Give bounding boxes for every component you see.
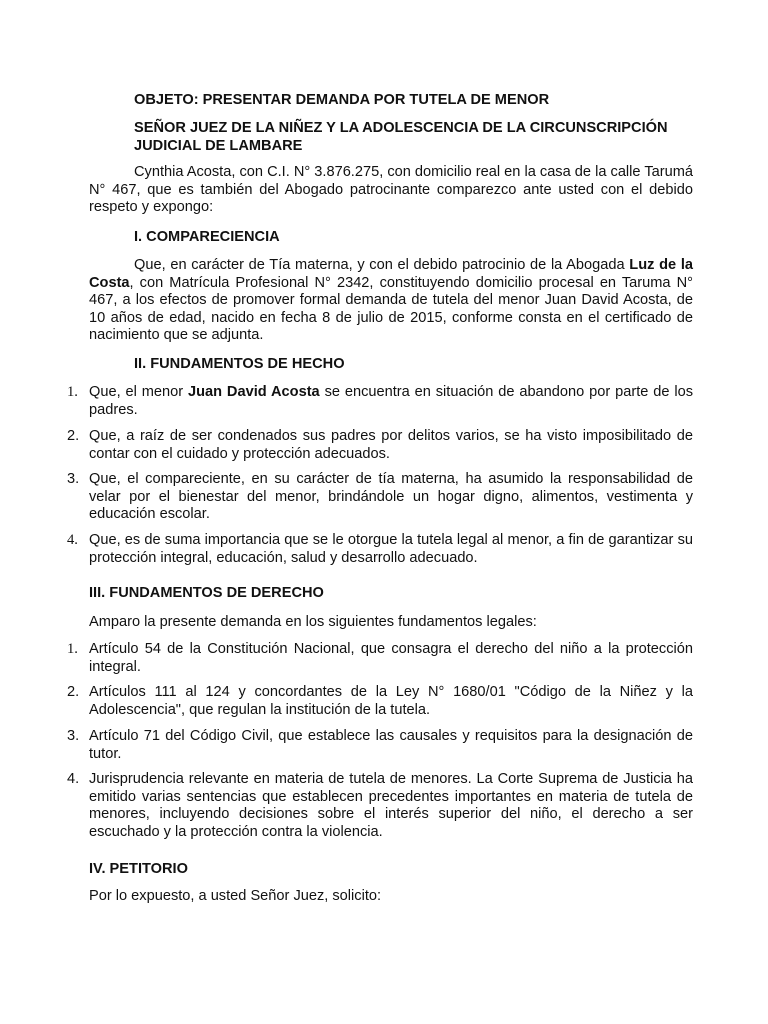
section-4-heading: IV. PETITORIO <box>89 861 188 877</box>
list-number: 1. <box>67 384 78 400</box>
petitorio-intro: Por lo expuesto, a usted Señor Juez, solicito: <box>89 888 382 904</box>
abogada-name: Luz de la Costa <box>89 257 693 291</box>
list-item <box>60 471 693 524</box>
list-item <box>60 428 693 463</box>
derecho-intro: Amparo la presente demanda en los siguientes fundamentos legales: <box>89 614 537 630</box>
list-number: 3. <box>67 728 80 744</box>
hecho-1-text-a: Que, el menor <box>89 384 188 400</box>
section-2-heading: II. FUNDAMENTOS DE HECHO <box>134 356 345 372</box>
section-1-heading: I. COMPARECIENCIA <box>134 229 280 245</box>
addressee-heading: SEÑOR JUEZ DE LA NIÑEZ Y LA ADOLESCENCIA DE LA CIRCUNSCRIPCIÓN JUDICIAL DE LAMBARE <box>134 120 668 154</box>
list-item <box>60 532 693 567</box>
list-item <box>60 684 693 719</box>
hecho-1-text-b: se encuentra en situación de abandono por parte de los padres. <box>89 384 694 418</box>
list-number: 2. <box>67 684 80 700</box>
derecho-3-text: Artículo 71 del Código Civil, que establece las causales y requisitos para la designación de tutor. <box>89 728 693 762</box>
list-item <box>60 641 693 676</box>
list-item <box>60 771 693 841</box>
derecho-1-text: Artículo 54 de la Constitución Nacional, que consagra el derecho del niño a la protección integral. <box>89 641 693 675</box>
section-3-heading: III. FUNDAMENTOS DE DERECHO <box>89 585 324 601</box>
derecho-4-text: Jurisprudencia relevante en materia de tutela de menores. La Corte Suprema de Justicia ha emitido varias sentencias que establecen precedentes importantes en materia de tutela de menores, incluyendo decisiones sobre el interés superior del niño, el derecho a ser escuchado y la protección contra la violencia. <box>89 771 693 840</box>
list-number: 3. <box>67 471 80 487</box>
comparecencia-paragraph <box>89 257 693 345</box>
menor-name: Juan David Acosta <box>188 384 320 400</box>
hecho-2-text: Que, a raíz de ser condenados sus padres por delitos varios, se ha visto imposibilitado de contar con el cuidado y protección adecuados. <box>89 428 693 462</box>
intro-paragraph: Cynthia Acosta, con C.I. N° 3.876.275, con domicilio real en la casa de la calle Tarumá N° 467, que es también del Abogado patrocinante comparezco ante usted con el debido respeto y expongo: <box>89 164 693 216</box>
list-number: 4. <box>67 532 78 548</box>
list-item <box>60 728 693 763</box>
list-item <box>60 384 693 419</box>
comparecencia-text-a: Que, en carácter de Tía materna, y con el debido patrocinio de la Abogada <box>134 257 630 273</box>
list-number: 2. <box>67 428 80 444</box>
hecho-3-text: Que, el compareciente, en su carácter de tía materna, ha asumido la responsabilidad de velar por el bienestar del menor, brindándole un hogar digno, alimentos, vestimenta y educación escolar. <box>89 471 693 523</box>
hecho-4-text: Que, es de suma importancia que se le otorgue la tutela legal al menor, a fin de garantizar su protección integral, educación, salud y desarrollo adecuado. <box>89 532 693 566</box>
comparecencia-text-b: , con Matrícula Profesional N° 2342, constituyendo domicilio procesal en Taruma N° 467, a los efectos de promover formal demanda de tutela del menor Juan David Acosta, de 10 años de edad, nacido en fecha 8 de julio de 2015, conforme consta en el certificado de nacimiento que se adjunta. <box>89 274 693 344</box>
objeto-heading: OBJETO: PRESENTAR DEMANDA POR TUTELA DE MENOR <box>134 92 550 108</box>
list-number: 4. <box>67 771 80 787</box>
list-number: 1. <box>67 641 78 657</box>
derecho-2-text: Artículos 111 al 124 y concordantes de la Ley N° 1680/01 "Código de la Niñez y la Adolescencia", que regulan la institución de la tutela. <box>89 684 693 718</box>
